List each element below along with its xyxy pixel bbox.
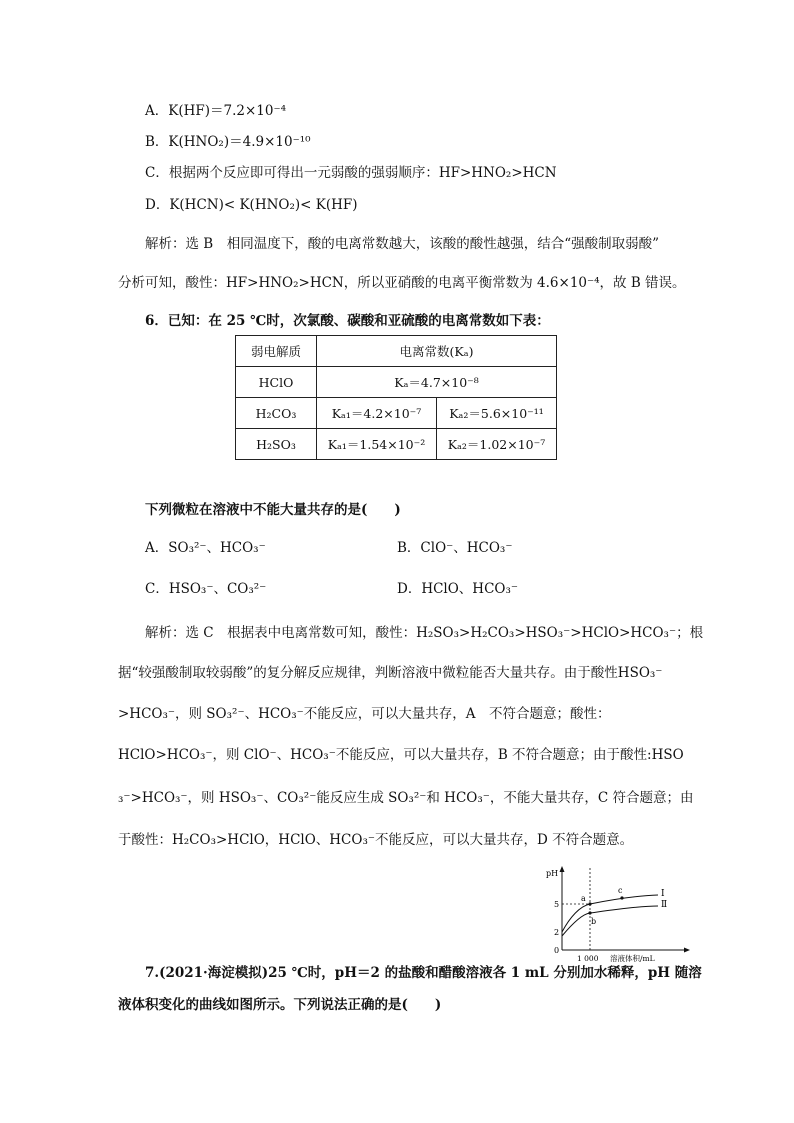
table-cell-acid: HClO (236, 367, 317, 398)
question-6-prompt: 下列微粒在溶液中不能大量共存的是( ) (145, 502, 401, 518)
point-a (588, 902, 591, 905)
x-tick-1000: 1 000 (577, 954, 599, 962)
analysis-q6-line3: >HCO₃⁻，则 SO₃²⁻、HCO₃⁻不能反应，可以大量共存，A 不符合题意；酸性： (118, 706, 611, 722)
table-cell-k1: Kₐ₁＝4.2×10⁻⁷ (317, 398, 437, 429)
question-6-stem: 6．已知：在 25 ℃时，次氯酸、碳酸和亚硫酸的电离常数如下表： (145, 313, 550, 329)
option-c: C．根据两个反应即可得出一元弱酸的强弱顺序：HF>HNO₂>HCN (145, 165, 557, 181)
y-tick-0: 0 (554, 946, 560, 955)
analysis-q6-line1: 解析：选 C 根据表中电离常数可知，酸性：H₂SO₃>H₂CO₃>HSO₃⁻>HClO>HCO₃⁻；根 (145, 625, 704, 641)
y-axis-label: pH (546, 869, 559, 878)
table-cell-k2: Kₐ₂＝5.6×10⁻¹¹ (437, 398, 557, 429)
y-tick-2: 2 (554, 928, 560, 937)
y-tick-5: 5 (554, 900, 560, 909)
y-axis-arrow (560, 866, 565, 872)
curve-series-I (562, 895, 658, 932)
x-axis-label: 溶液体积/mL (610, 954, 655, 962)
option-a: A．K(HF)＝7.2×10⁻⁴ (145, 103, 287, 119)
series-label-II: Ⅱ (661, 900, 668, 910)
analysis-q6-line4: HClO>HCO₃⁻，则 ClO⁻、HCO₃⁻不能反应，可以大量共存，B 不符合题意；由于酸性:HSO (118, 747, 684, 763)
table-row (236, 367, 557, 398)
q6-option-b: B．ClO⁻、HCO₃⁻ (397, 540, 513, 556)
series-label-I: Ⅰ (661, 889, 665, 899)
q6-option-a: A．SO₃²⁻、HCO₃⁻ (145, 540, 266, 556)
analysis-q6-line2: 据“较强酸制取较弱酸”的复分解反应规律，判断溶液中微粒能否大量共存。由于酸性HSO₃⁻ (118, 665, 663, 681)
ph-dilution-chart (540, 862, 690, 962)
table-header-electrolyte: 弱电解质 (236, 336, 317, 367)
analysis-q5-line1: 解析：选 B 相同温度下，酸的电离常数越大，该酸的酸性越强，结合“强酸制取弱酸” (145, 236, 660, 252)
analysis-q6-line5: ₃⁻>HCO₃⁻，则 HSO₃⁻、CO₃²⁻能反应生成 SO₃²⁻和 HCO₃⁻，不能大量共存，C 符合题意；由 (118, 790, 694, 806)
x-axis-arrow (684, 948, 690, 953)
point-label-a: a (581, 894, 586, 903)
q6-option-c: C．HSO₃⁻、CO₃²⁻ (145, 581, 267, 597)
table-row (236, 429, 557, 460)
option-b: B．K(HNO₂)＝4.9×10⁻¹⁰ (145, 134, 311, 150)
point-label-b: b (591, 917, 597, 926)
table-row (236, 398, 557, 429)
q6-option-d: D．HClO、HCO₃⁻ (397, 581, 519, 597)
table-cell-k1: Kₐ₁＝1.54×10⁻² (317, 429, 437, 460)
table-cell-acid: H₂SO₃ (236, 429, 317, 460)
question-7-line2: 液体积变化的曲线如图所示。下列说法正确的是( ) (118, 997, 442, 1013)
ionization-constant-table (235, 335, 557, 460)
table-header-row (236, 336, 557, 367)
point-label-c: c (618, 886, 623, 895)
analysis-q5-line2: 分析可知，酸性：HF>HNO₂>HCN，所以亚硝酸的电离平衡常数为 4.6×10⁻⁴，故 B 错误。 (118, 275, 686, 291)
question-7-line1: 7.(2021·海淀模拟)25 ℃时，pH＝2 的盐酸和醋酸溶液各 1 mL 分别加水稀释，pH 随溶 (145, 965, 702, 981)
point-c (620, 896, 623, 899)
table-header-constant: 电离常数(Kₐ) (317, 336, 557, 367)
point-b (588, 911, 591, 914)
table-cell-acid: H₂CO₃ (236, 398, 317, 429)
table-cell-k1: Kₐ＝4.7×10⁻⁸ (317, 367, 557, 398)
curve-series-II (562, 906, 658, 936)
analysis-q6-line6: 于酸性：H₂CO₃>HClO，HClO、HCO₃⁻不能反应，可以大量共存，D 不符合题意。 (118, 832, 634, 848)
table-cell-k2: Kₐ₂＝1.02×10⁻⁷ (437, 429, 557, 460)
option-d: D．K(HCN)< K(HNO₂)< K(HF) (145, 197, 358, 213)
